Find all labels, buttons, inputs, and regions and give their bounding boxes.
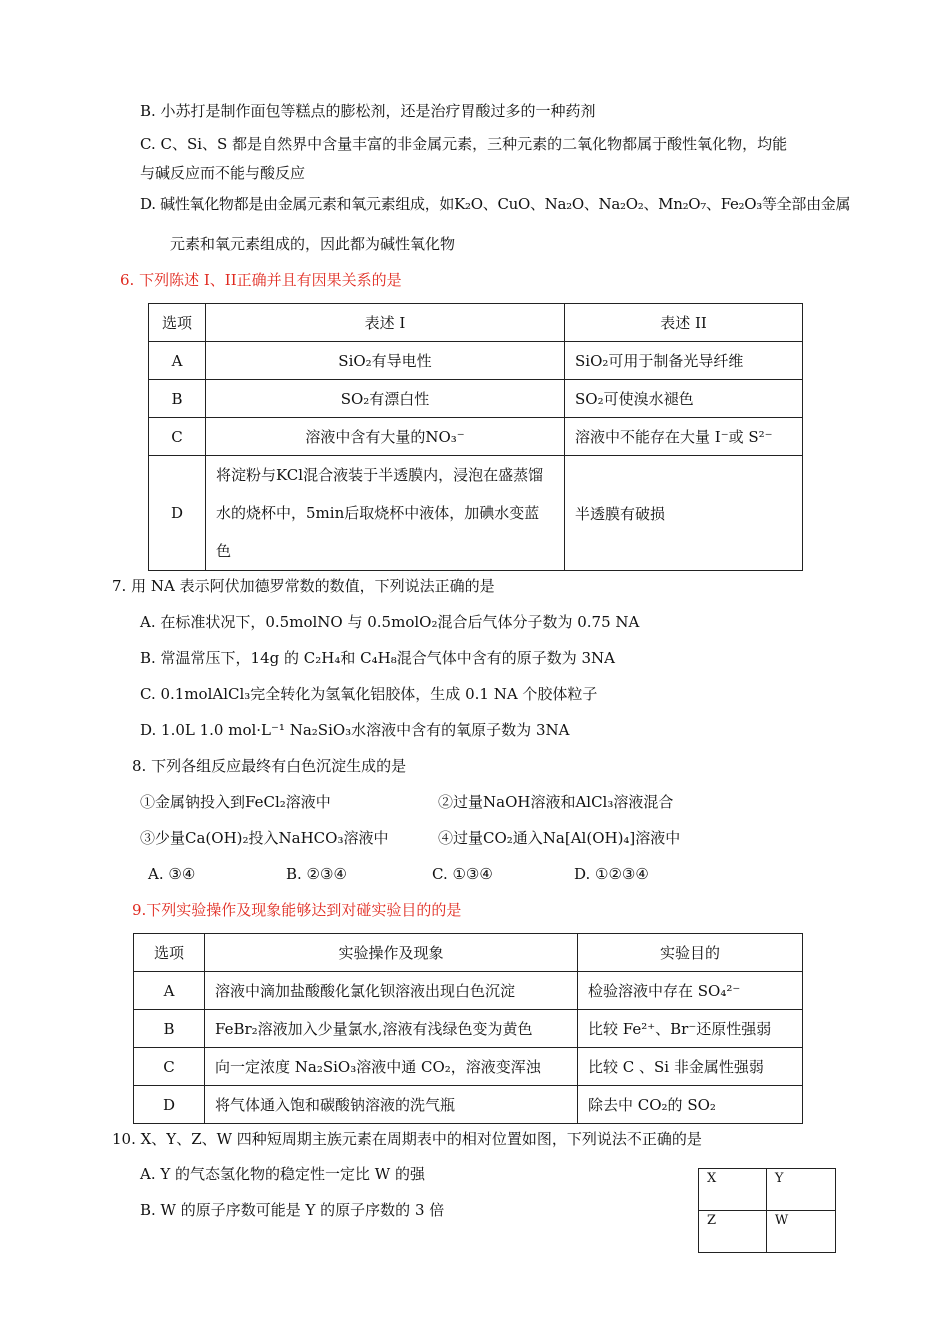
q6-cell: B	[149, 380, 206, 418]
q6-cell: 半透膜有破损	[565, 456, 803, 571]
q8-option-b: B. ②③④	[286, 865, 347, 883]
q6-cell: 将淀粉与KCl混合液装于半透膜内，浸泡在盛蒸馏水的烧杯中，5min后取烧杯中液体，加碘水变蓝色	[206, 456, 565, 571]
q6-header-statement-1: 表述 I	[206, 304, 565, 342]
q7-option-b: B. 常温常压下，14g 的 C₂H₄和 C₄H₈混合气体中含有的原子数为 3NA	[140, 649, 615, 667]
q7-option-a: A. 在标准状况下，0.5molNO 与 0.5molO₂混合后气体分子数为 0.75 NA	[140, 613, 640, 631]
q9-stem: 9.下列实验操作及现象能够达到对碰实验目的的是	[132, 901, 462, 919]
q7-option-c: C. 0.1molAlCl₃完全转化为氢氧化铝胶体，生成 0.1 NA 个胶体粒子	[140, 685, 598, 703]
q6-cell: SiO₂可用于制备光导纤维	[565, 342, 803, 380]
element-x: X	[699, 1169, 767, 1211]
q6-cell: SO₂可使溴水褪色	[565, 380, 803, 418]
q5-option-c-line2: 与碱反应而不能与酸反应	[140, 164, 306, 182]
q10-option-a: A. Y 的气态氢化物的稳定性一定比 W 的强	[140, 1165, 425, 1183]
q9-cell: 除去中 CO₂的 SO₂	[578, 1086, 803, 1124]
q9-cell: 比较 C 、Si 非金属性强弱	[578, 1048, 803, 1086]
table-row	[134, 1086, 803, 1124]
q9-header-purpose: 实验目的	[578, 934, 803, 972]
table-row	[699, 1169, 836, 1211]
table-row	[149, 342, 803, 380]
q5-option-d-line2: 元素和氧元素组成的，因此都为碱性氧化物	[170, 235, 456, 253]
q5-option-d-line1: D. 碱性氧化物都是由金属元素和氧元素组成，如K₂O、CuO、Na₂O、Na₂O₂、Mn₂O₇、Fe₂O₃等全部由金属	[140, 195, 851, 213]
q9-cell: A	[134, 972, 205, 1010]
q9-cell: 向一定浓度 Na₂SiO₃溶液中通 CO₂，溶液变浑浊	[205, 1048, 578, 1086]
table-row	[149, 380, 803, 418]
q9-cell: 将气体通入饱和碳酸钠溶液的洗气瓶	[205, 1086, 578, 1124]
q6-cell: C	[149, 418, 206, 456]
q7-option-d: D. 1.0L 1.0 mol·L⁻¹ Na₂SiO₃水溶液中含有的氧原子数为 3NA	[140, 721, 570, 739]
q8-item-4: ④过量CO₂通入Na[Al(OH)₄]溶液中	[438, 829, 681, 847]
q8-item-3: ③少量Ca(OH)₂投入NaHCO₃溶液中	[140, 829, 389, 847]
table-row	[149, 456, 803, 571]
q6-header-statement-2: 表述 II	[565, 304, 803, 342]
q6-cell: SO₂有漂白性	[206, 380, 565, 418]
q9-header-option: 选项	[134, 934, 205, 972]
q6-cell: 溶液中含有大量的NO₃⁻	[206, 418, 565, 456]
table-row	[134, 1010, 803, 1048]
q5-option-c-line1: C. C、Si、S 都是自然界中含量丰富的非金属元素，三种元素的二氧化物都属于酸性氧化物，均能	[140, 135, 788, 153]
q9-cell: C	[134, 1048, 205, 1086]
q7-stem: 7. 用 NA 表示阿伏加德罗常数的数值，下列说法正确的是	[112, 577, 495, 595]
periodic-table-fragment	[698, 1168, 836, 1253]
q9-cell: 检验溶液中存在 SO₄²⁻	[578, 972, 803, 1010]
q9-cell: B	[134, 1010, 205, 1048]
table-row	[699, 1211, 836, 1253]
q9-header-operation: 实验操作及现象	[205, 934, 578, 972]
element-y: Y	[766, 1169, 835, 1211]
table-row	[134, 1048, 803, 1086]
element-z: Z	[699, 1211, 767, 1253]
q6-cell: 溶液中不能存在大量 I⁻或 S²⁻	[565, 418, 803, 456]
q8-option-d: D. ①②③④	[574, 865, 649, 883]
q6-cell: A	[149, 342, 206, 380]
q10-stem: 10. X、Y、Z、W 四种短周期主族元素在周期表中的相对位置如图，下列说法不正确的是	[112, 1130, 702, 1148]
q10-option-b: B. W 的原子序数可能是 Y 的原子序数的 3 倍	[140, 1201, 445, 1219]
q5-option-b: B. 小苏打是制作面包等糕点的膨松剂，还是治疗胃酸过多的一种药剂	[140, 102, 596, 120]
q9-cell: 比较 Fe²⁺、Br⁻还原性强弱	[578, 1010, 803, 1048]
table-row	[134, 972, 803, 1010]
q8-item-2: ②过量NaOH溶液和AlCl₃溶液混合	[438, 793, 674, 811]
table-row	[134, 934, 803, 972]
q6-header-option: 选项	[149, 304, 206, 342]
q9-table	[133, 933, 803, 1124]
table-row	[149, 418, 803, 456]
q8-stem: 8. 下列各组反应最终有白色沉淀生成的是	[132, 757, 407, 775]
element-w: W	[766, 1211, 835, 1253]
q8-item-1: ①金属钠投入到FeCl₂溶液中	[140, 793, 331, 811]
q6-cell: SiO₂有导电性	[206, 342, 565, 380]
q6-stem: 6. 下列陈述 I、II正确并且有因果关系的是	[120, 271, 402, 289]
q6-cell: D	[149, 456, 206, 571]
q9-cell: D	[134, 1086, 205, 1124]
q8-option-a: A. ③④	[148, 865, 196, 883]
q6-table	[148, 303, 803, 571]
q8-option-c: C. ①③④	[432, 865, 493, 883]
table-row	[149, 304, 803, 342]
q9-cell: 溶液中滴加盐酸酸化氯化钡溶液出现白色沉淀	[205, 972, 578, 1010]
q9-cell: FeBr₂溶液加入少量氯水,溶液有浅绿色变为黄色	[205, 1010, 578, 1048]
